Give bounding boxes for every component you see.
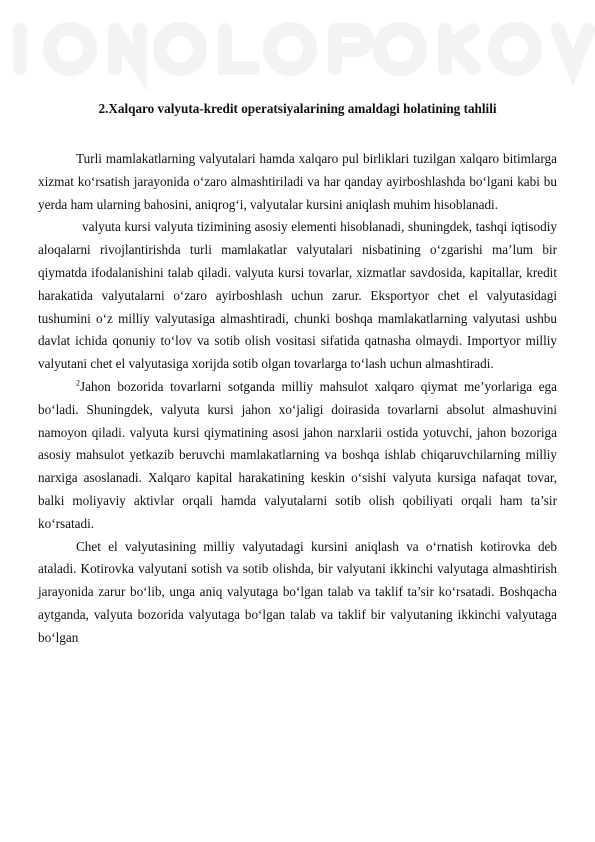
body-text [38,148,557,650]
paragraph-4: Chet el valyutasining milliy valyutadagi kursini aniqlash va o‘rnatish kotirovka deb ataladi. Kotirovka valyutani sotish va sotib olishda, bir valyutani ikkinchi valyutaga almashtirish jarayonida zarur bo‘lib, unga aniq valyutaga bo‘lgan talab va taklif ta’sir ko‘rsatadi. Boshqacha aytganda, valyuta bozorida valyutaga bo‘lgan talab va taklif bir valyutaning ikkinchi valyutaga bo‘lgan [38,538,557,645]
section-heading: 2.Xalqaro valyuta-kredit operatsiyalarining amaldagi holatining tahlili [98,101,497,116]
paragraph-3 [38,376,557,536]
paragraph-1: Turli mamlakatlarning valyutalari hamda xalqaro pul birliklari tuzilgan xalqaro bitimlarga xizmat ko‘rsatish jarayonida o‘zaro almashtiriladi va har qanday ayirboshlashda bo‘lgani kabi bu yerda ham ularning bahosini, aniqrog‘i, valyutalar kursini aniqlash muhim hisoblanadi. [38,151,557,212]
paragraph-2: valyuta kursi valyuta tizimining asosiy elementi hisoblanadi, shuningdek, tashqi iqtisodiy aloqalarni rivojlantirishda turli mamlakatlar valyutalari nisbatining o‘zgarishi ma’lum bir qiymatda ifodalanishini talab qiladi. valyuta kursi tovarlar, xizmatlar savdosida, kapitallar, kredit harakatida valyutalarni o‘zaro ayirboshlash uchun zarur. Eksportyor chet el valyutasidagi tushumini o‘z milliy valyutasiga almashtiradi, chunki boshqa mamlakatlarning valyutasi ushbu davlat ichida qonuniy to‘lov va sotib olish vositasi sifatida qatnasha olmaydi. Importyor milliy valyutani chet el valyutasiga xorijda sotib olgan tovarlarga to‘lash uchun almashtiradi. [38,219,557,372]
footnote-marker[interactable]: 2 [76,378,80,388]
paragraph-3-text: Jahon bozorida tovarlarni sotganda milliy mahsulot xalqaro qiymat me’yorlariga ega bo‘ladi. Shuningdek, valyuta kursi jahon xo‘jaligi doirasida tovarlarni absolut almashuvini namoyon qiladi. valyuta kursi qiymatining asosi jahon narxlarii ostida yotuvchi, jahon bozoriga asosiy mahsulot yetkazib beruvchi mamlakatlarning va boshqa ishlab chiqaruvchilarning milliy narxiga asoslanadi. Xalqaro kapital harakatining keskin o‘sishi valyuta kursiga nafaqat tovar, balki moliyaviy aktivlar orqali hamda valyutalarni sotib olish qobiliyati orqali ham ta’sir ko‘rsatadi. [38,378,557,531]
